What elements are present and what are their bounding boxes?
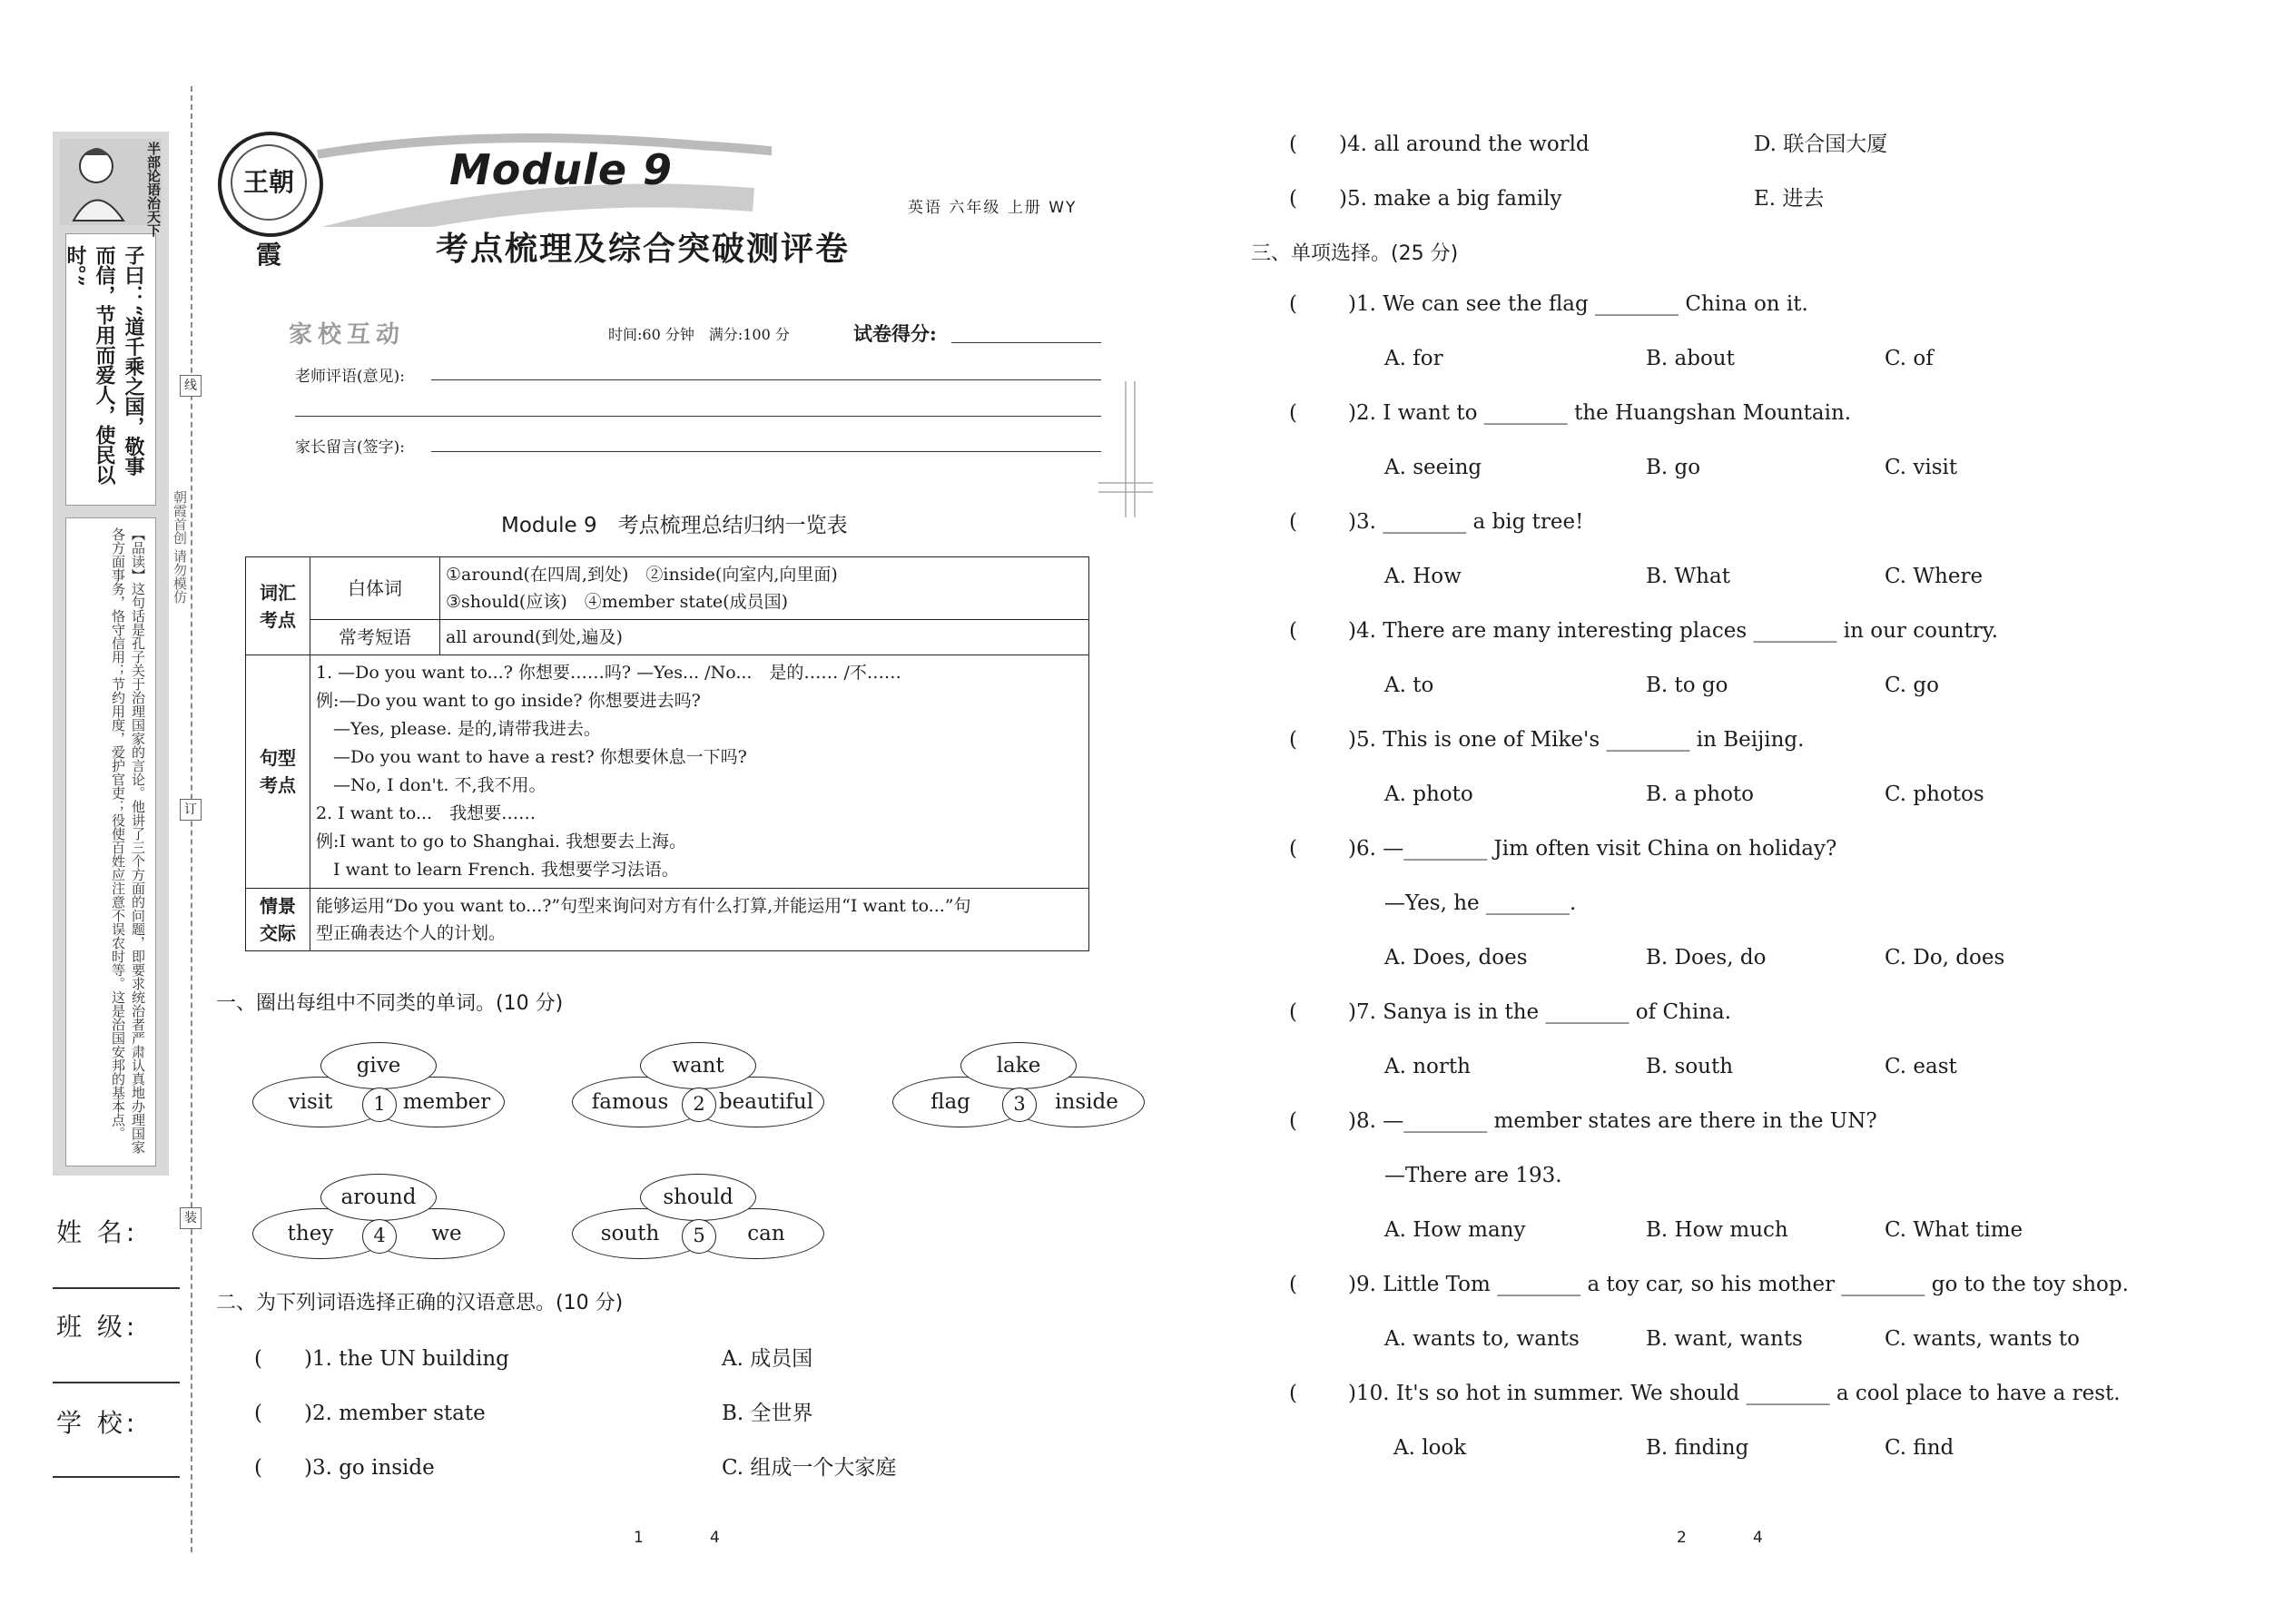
matching-question[interactable]: ( )1. the UN building: [254, 1347, 509, 1371]
sentence-cell: [310, 655, 1089, 889]
fold-mark-line: 线: [180, 375, 202, 397]
answer-option[interactable]: A. to: [1384, 674, 1434, 697]
answer-option[interactable]: C. Where: [1885, 565, 1984, 588]
section1-heading: 一、圈出每组中不同类的单词。(10 分): [216, 992, 564, 1015]
word-option[interactable]: give: [320, 1042, 437, 1089]
answer-option[interactable]: B. What: [1646, 565, 1730, 588]
answer-option[interactable]: A. How many: [1384, 1218, 1526, 1242]
answer-option[interactable]: B. south: [1646, 1055, 1734, 1078]
answer-option[interactable]: C. wants, wants to: [1885, 1327, 2080, 1351]
question-text: )9. Little Tom ________ a toy car, so his mother ________ go to the toy shop.: [1348, 1273, 2129, 1296]
word-option[interactable]: around: [320, 1174, 437, 1221]
matching-answer: B. 全世界: [722, 1402, 813, 1425]
question-text: )4. There are many interesting places ________ in our country.: [1348, 619, 1999, 643]
question-text: )7. Sanya is in the ________ of China.: [1348, 1000, 1732, 1024]
fold-mark-pack: 装: [180, 1207, 202, 1229]
matching-question[interactable]: ( )3. go inside: [254, 1456, 435, 1480]
header-meta: 英语 六年级 上册 WY: [908, 199, 1078, 217]
sentence-line: —Do you want to have a rest? 你想要休息一下吗?: [316, 747, 747, 767]
answer-option[interactable]: B. How much: [1646, 1218, 1788, 1242]
section3-heading: 三、单项选择。(25 分): [1251, 242, 1459, 265]
word-option[interactable]: they: [252, 1208, 389, 1259]
bold-words-cell: [440, 557, 1089, 620]
answer-option[interactable]: C. east: [1885, 1055, 1957, 1078]
home-school-label: 家校互动: [289, 321, 406, 349]
page-title: 考点梳理及综合突破测评卷: [436, 230, 851, 268]
matching-answer: C. 组成一个大家庭: [722, 1456, 897, 1480]
sentence-line: —Yes, please. 是的,请带我进去。: [316, 719, 601, 739]
answer-option[interactable]: A. wants to, wants: [1384, 1327, 1580, 1351]
answer-option[interactable]: C. go: [1885, 674, 1939, 697]
group-number: 5: [682, 1219, 716, 1254]
word-option[interactable]: lake: [960, 1042, 1077, 1089]
word-option[interactable]: should: [640, 1174, 756, 1221]
word-group-3: [892, 1042, 1147, 1142]
answer-bracket[interactable]: (: [1289, 1382, 1297, 1405]
teacher-comment-field-2[interactable]: [295, 416, 1101, 417]
answer-bracket[interactable]: (: [1289, 292, 1297, 316]
answer-option[interactable]: C. of: [1885, 347, 1934, 370]
communication-cell: [310, 889, 1089, 951]
sidebar-panel: [53, 132, 169, 1176]
answer-option[interactable]: B. go: [1646, 456, 1701, 479]
answer-option[interactable]: A. seeing: [1384, 456, 1482, 479]
teacher-comment-label: 老师评语(意见):: [295, 368, 405, 386]
sentence-category: 句型考点: [246, 655, 310, 889]
name-label: 姓 名:: [56, 1217, 139, 1247]
matching-answer: D. 联合国大厦: [1754, 133, 1888, 156]
answer-option[interactable]: B. to go: [1646, 674, 1728, 697]
fold-mark-bind: 订: [180, 799, 202, 821]
section2-heading: 二、为下列词语选择正确的汉语意思。(10 分): [216, 1292, 624, 1314]
question-text: )2. I want to ________ the Huangshan Mountain.: [1348, 401, 1852, 425]
parent-comment-field[interactable]: [431, 451, 1101, 452]
group-number: 1: [362, 1088, 397, 1122]
phrases-label: 常考短语: [310, 620, 440, 655]
word-option[interactable]: can: [688, 1208, 824, 1259]
answer-option[interactable]: C. Do, does: [1885, 946, 2005, 969]
word-option[interactable]: beautiful: [688, 1077, 824, 1127]
word-option[interactable]: want: [640, 1042, 756, 1089]
question-response: —Yes, he ________.: [1384, 891, 1577, 915]
school-field[interactable]: [53, 1476, 180, 1478]
bold-words-label: 白体词: [310, 557, 440, 620]
teacher-comment-field[interactable]: [431, 379, 1101, 380]
vocab-category: 词汇考点: [246, 557, 310, 655]
parent-comment-label: 家长留言(签字):: [295, 438, 405, 457]
word-option[interactable]: inside: [1009, 1077, 1145, 1127]
answer-bracket[interactable]: (: [1289, 837, 1297, 861]
summary-table: [245, 556, 1089, 951]
answer-bracket[interactable]: (: [1289, 1000, 1297, 1024]
group-number: 2: [682, 1088, 716, 1122]
module-title: Module 9: [449, 145, 674, 194]
answer-bracket[interactable]: (: [1289, 1109, 1297, 1133]
word-option[interactable]: we: [369, 1208, 505, 1259]
matching-question[interactable]: ( )4. all around the world: [1289, 133, 1590, 156]
sidebar-vertical-text: 朝霞首创 请勿模仿: [172, 490, 188, 604]
answer-bracket[interactable]: (: [1289, 401, 1297, 425]
bold-words-line-1: ①around(在四周,到处) ②inside(向室内,向里面): [446, 565, 838, 585]
matching-question[interactable]: ( )2. member state: [254, 1402, 486, 1425]
answer-option[interactable]: A. for: [1384, 347, 1443, 370]
decor-lines: [1098, 381, 1153, 517]
answer-option[interactable]: A. north: [1384, 1055, 1471, 1078]
word-option[interactable]: member: [369, 1077, 505, 1127]
group-number: 4: [362, 1219, 397, 1254]
matching-question[interactable]: ( )5. make a big family: [1289, 187, 1562, 211]
word-group-1: [252, 1042, 507, 1142]
word-option[interactable]: famous: [572, 1077, 708, 1127]
summary-title: Module 9 考点梳理总结归纳一览表: [501, 514, 848, 537]
answer-option[interactable]: C. photos: [1885, 782, 1984, 806]
word-option[interactable]: visit: [252, 1077, 389, 1127]
word-option[interactable]: flag: [892, 1077, 1029, 1127]
answer-option[interactable]: B. finding: [1646, 1436, 1749, 1460]
answer-option[interactable]: C. visit: [1885, 456, 1958, 479]
answer-option[interactable]: A. How: [1384, 565, 1462, 588]
score-field[interactable]: [951, 342, 1101, 343]
group-number: 3: [1002, 1088, 1037, 1122]
sentence-line: 例:I want to go to Shanghai. 我想要去上海。: [316, 832, 687, 851]
answer-option[interactable]: A. look: [1393, 1436, 1467, 1460]
answer-option[interactable]: C. find: [1885, 1436, 1954, 1460]
answer-option[interactable]: B. about: [1646, 347, 1735, 370]
school-label: 学 校:: [56, 1408, 139, 1438]
sentence-line: —No, I don't. 不,我不用。: [316, 775, 546, 795]
answer-option[interactable]: A. photo: [1384, 782, 1473, 806]
class-label: 班 级:: [56, 1312, 139, 1342]
matching-answer: A. 成员国: [722, 1347, 813, 1371]
question-text: )6. —________ Jim often visit China on holiday?: [1348, 837, 1837, 861]
page-total: 4: [1753, 1529, 1763, 1547]
sentence-line: 例:—Do you want to go inside? 你想要进去吗?: [316, 691, 701, 711]
sentence-line: I want to learn French. 我想要学习法语。: [316, 860, 679, 880]
word-group-5: [572, 1174, 826, 1274]
brand-logo: [218, 132, 323, 270]
matching-answer: E. 进去: [1754, 187, 1825, 211]
answer-option[interactable]: A. Does, does: [1384, 946, 1528, 969]
question-text: )10. It's so hot in summer. We should ________ a cool place to have a rest.: [1348, 1382, 2121, 1405]
score-label: 试卷得分:: [853, 322, 937, 345]
answer-bracket[interactable]: (: [1289, 619, 1297, 643]
sentence-line: 2. I want to... 我想要……: [316, 803, 537, 823]
communication-line-2: 型正确表达个人的计划。: [316, 923, 507, 943]
answer-option[interactable]: B. want, wants: [1646, 1327, 1803, 1351]
answer-bracket[interactable]: (: [1289, 728, 1297, 752]
bold-words-line-2: ③should(应该) ④member state(成员国): [446, 592, 788, 612]
time-info: 时间:60 分钟 满分:100 分: [608, 326, 790, 343]
sentence-line: 1. —Do you want to...? 你想要……吗? —Yes... /No... 是的…… /不……: [316, 663, 901, 683]
page-number: 1: [634, 1529, 644, 1547]
question-text: )5. This is one of Mike's ________ in Beijing.: [1348, 728, 1805, 752]
brand-logo-text: 王朝霞: [231, 144, 307, 221]
answer-bracket[interactable]: (: [1289, 510, 1297, 534]
page-total: 4: [710, 1529, 720, 1547]
sidebar-note: 【品读】这句话是孔子关于治理国家的言论。他讲了三个方面的问题，即要求统治者严肃认真地办理国家各方面事务，恪守信用；节约用度，爱护官吏；役使百姓应注意不误农时等。这是治国安邦的基本点。: [65, 517, 156, 1166]
class-field[interactable]: [53, 1382, 180, 1383]
communication-line-1: 能够运用“Do you want to...?”句型来询问对方有什么打算,并能运用“I want to...”句: [316, 896, 971, 916]
question-text: )8. —________ member states are there in the UN?: [1348, 1109, 1877, 1133]
communication-category: 情景交际: [246, 889, 310, 951]
phrases-cell: all around(到处,遍及): [440, 620, 1089, 655]
question-text: )1. We can see the flag ________ China on it.: [1348, 292, 1808, 316]
answer-option[interactable]: C. What time: [1885, 1218, 2023, 1242]
question-response: —There are 193.: [1384, 1164, 1562, 1187]
answer-option[interactable]: B. a photo: [1646, 782, 1755, 806]
question-text: )3. ________ a big tree!: [1348, 510, 1584, 534]
word-group-4: [252, 1174, 507, 1274]
answer-option[interactable]: B. Does, do: [1646, 946, 1767, 969]
sidebar-quote: 子曰：“道千乘之国，敬事而信，节用而爱人，使民以时。”: [65, 233, 156, 506]
name-field[interactable]: [53, 1287, 180, 1289]
page-number: 2: [1677, 1529, 1687, 1547]
sidebar-title: 半部论语治天下: [145, 142, 162, 237]
word-group-2: [572, 1042, 826, 1142]
answer-bracket[interactable]: (: [1289, 1273, 1297, 1296]
word-option[interactable]: south: [572, 1208, 708, 1259]
